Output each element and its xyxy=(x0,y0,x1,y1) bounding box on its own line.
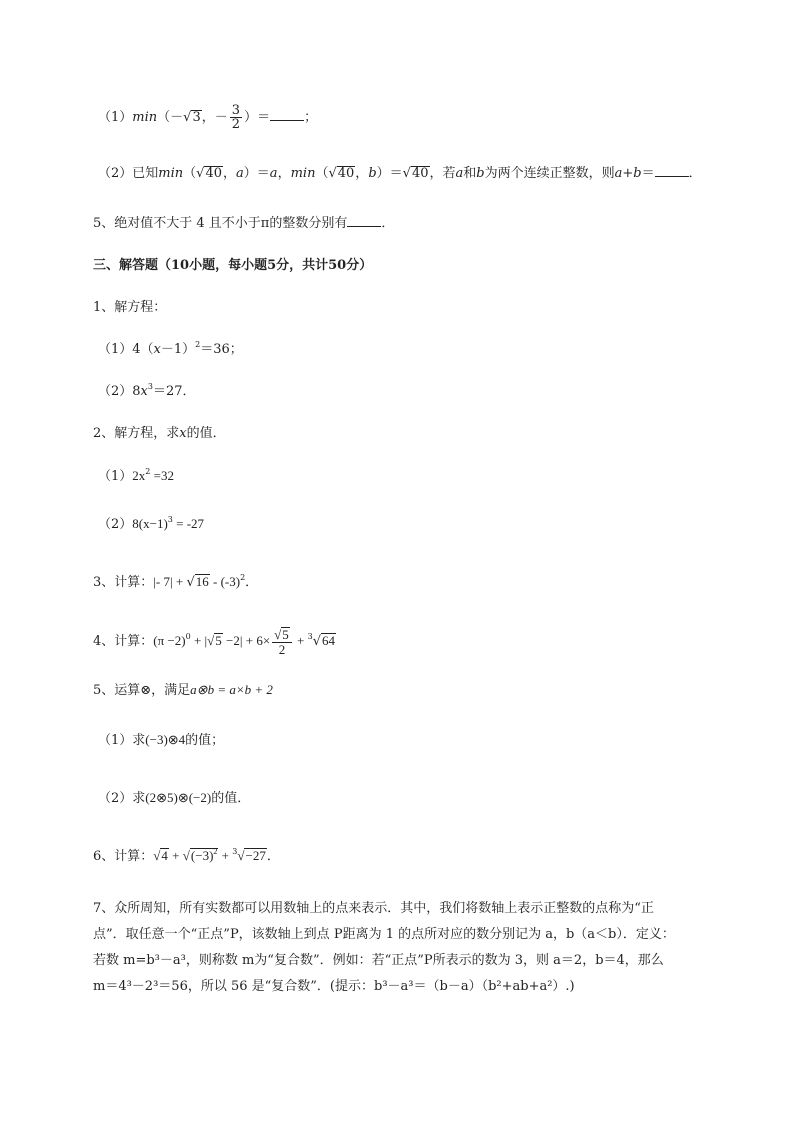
problem-7-line-2: 点”．取任意一个“正点”P，该数轴上到点 P距离为 1 的点所对应的数分别记为 a，b（a＜b）．定义： xyxy=(93,927,675,942)
problem-7 xyxy=(93,896,743,1000)
min-question-1: （1）min（－√3，－ $\frac{3}{2}$ ）＝ ； xyxy=(98,103,318,132)
problem-6: 6、计算：$√4 + √(-3)^2 + ^3√-27$． xyxy=(93,847,280,864)
fraction-sqrt5-2: $\frac{√5}{2}$ xyxy=(272,627,292,656)
problem-5-part-1: （1）求(−3)⊗4的值； xyxy=(98,732,225,748)
problem-1-title: 1、解方程： xyxy=(93,300,167,315)
problem-2-part-1: $(1)2x^2 =32$ xyxy=(98,467,174,484)
answer-blank[interactable] xyxy=(347,214,381,227)
section-title: 三、解答题（10小题，每小题5分，共计50分） xyxy=(93,258,373,273)
problem-2-title: 2、解方程，求x的值． xyxy=(93,426,226,441)
answer-blank[interactable] xyxy=(655,164,689,177)
fraction-3-2: $\frac{3}{2}$ xyxy=(231,103,241,132)
problem-4: 4、计算：$(\pi -2)^0 + |√5 -2| + 6\times$ $\frac{√5}{2}$ + $^3$√64 xyxy=(93,627,336,657)
problem-7-line-4: m＝4³－2³＝56，所以 56 是“复合数”．(提示：b³－a³＝（b－a）（b²+ab+a²）.) xyxy=(93,979,575,994)
fill-question-5: 5、绝对值不大于 4 且不小于π的整数分别有 ． xyxy=(93,216,395,231)
problem-1-part-2: $(2)8x^3=27$． xyxy=(98,382,196,399)
answer-blank[interactable] xyxy=(270,108,304,121)
problem-1-part-1: $(1)4(x-1)^2=36$； xyxy=(98,340,243,357)
problem-5-part-2: （2）求(2⊗5)⊗(−2)的值． xyxy=(98,790,251,806)
problem-5-title: 5、运算⊗，满足a⊗b = a×b + 2 xyxy=(93,682,273,698)
problem-7-line-1: 7、众所周知，所有实数都可以用数轴上的点来表示．其中，我们将数轴上表示正整数的点称为“正 xyxy=(93,901,654,916)
problem-3: 3、计算：|- $7| + √16 - (-3)^2$． xyxy=(93,573,259,590)
problem-2-part-2: $(2)8(x-1)^3 = -27$ xyxy=(98,515,205,532)
min-question-2: （2）已知min（√40，a）＝a，min（√40，b）＝√40，若a和b为两个连续正整数，则a+b＝ ． xyxy=(98,166,702,181)
problem-7-line-3: 若数 m=b³－a³，则称数 m为“复合数”．例如：若“正点”P所表示的数为 3，则 a＝2，b＝4，那么 xyxy=(93,953,664,968)
